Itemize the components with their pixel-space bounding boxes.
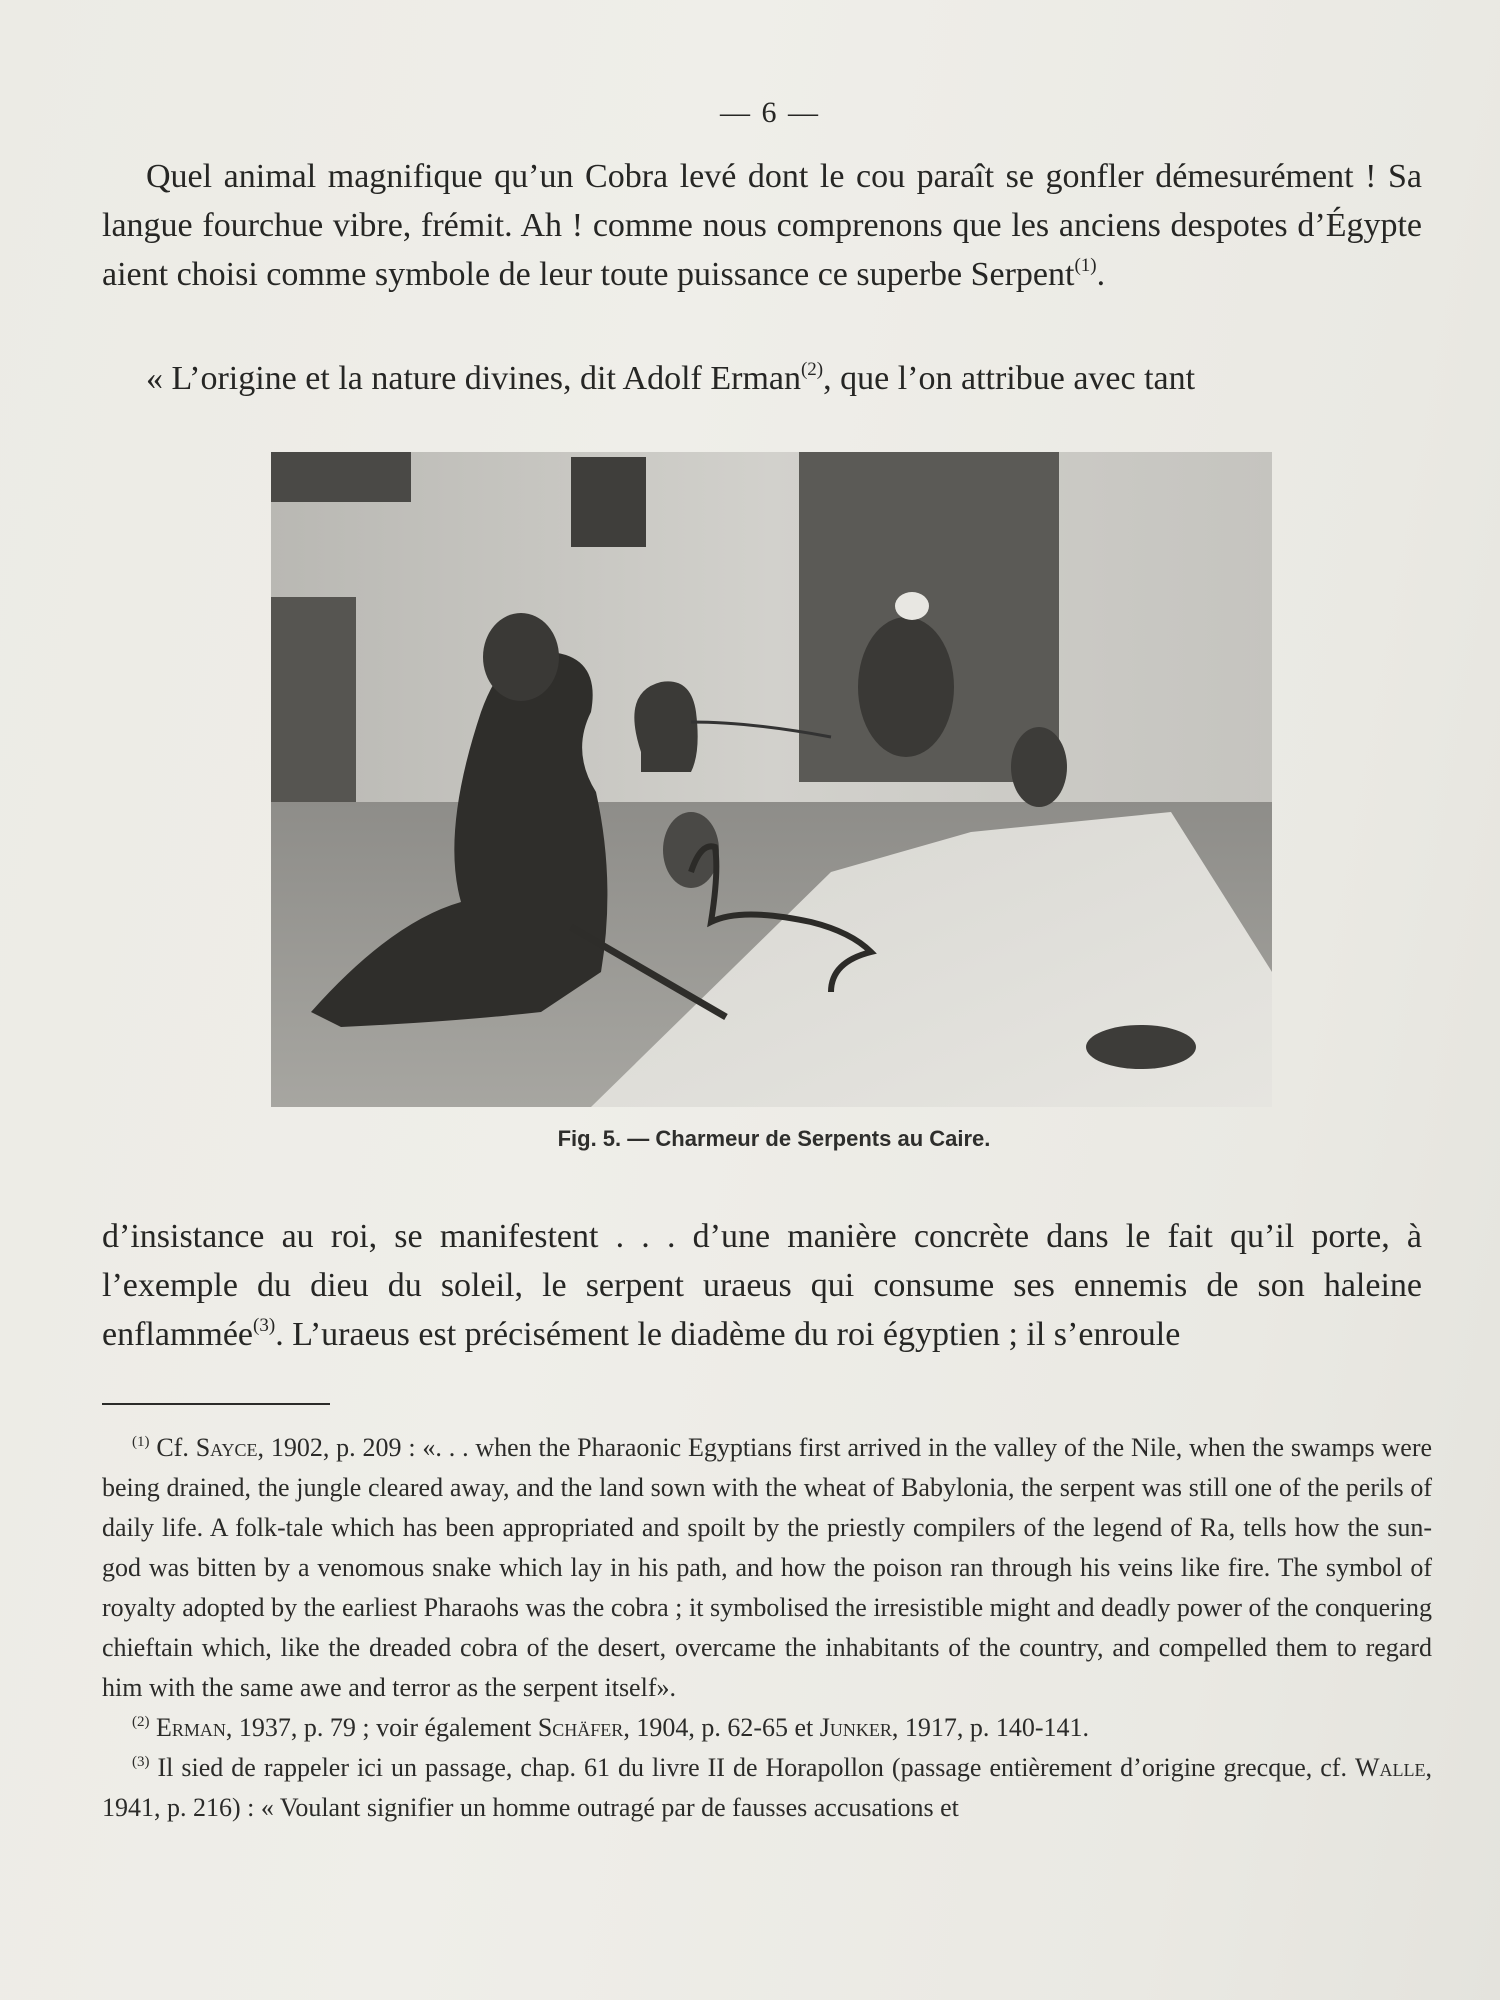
- figure-snake-charmer-photo: [271, 452, 1272, 1107]
- footnote-prefix: Cf.: [156, 1433, 189, 1462]
- footnote-marker: (3): [132, 1754, 150, 1770]
- wall-window-center: [571, 457, 646, 547]
- footnote-marker: (2): [132, 1714, 150, 1730]
- paragraph-uraeus: [102, 1212, 1422, 1359]
- paragraph-text: « L’origine et la nature divines, dit Adolf Erman: [146, 360, 801, 397]
- footnotes: [102, 1428, 1432, 1828]
- author-name: Erman: [156, 1713, 226, 1742]
- paragraph-text-cont: . L’uraeus est précisément le diadème du roi égyptien ; il s’enroule: [275, 1316, 1181, 1353]
- photo-illustration: [271, 452, 1272, 1107]
- basket-lid: [1086, 1025, 1196, 1069]
- footnote-ref-1[interactable]: (1): [1074, 255, 1097, 276]
- paragraph-end: .: [1096, 256, 1106, 293]
- citation: , 1937, p. 79 ; voir également: [225, 1713, 532, 1742]
- author-name: Sayce: [195, 1433, 258, 1462]
- footnote-marker: (1): [132, 1434, 150, 1450]
- paragraph-text: Quel animal magnifique qu’un Cobra levé dont le cou paraît se gonfler démesurément ! Sa langue fourchue vibre, frémit. Ah ! comme nous comprenons que les anciens despotes d’Égypte aient choisi comme symbole de leur toute puissance ce superbe Serpent: [102, 158, 1422, 293]
- footnote-text: Il sied de rappeler ici un passage, chap. 61 du livre II de Horapollon (passage entièrement d’origine grecque, cf.: [157, 1753, 1347, 1782]
- citation: , 1904, p. 62-65 et: [623, 1713, 814, 1742]
- citation: , 1902, p. 209 :: [257, 1433, 416, 1462]
- footnote-3: [102, 1748, 1432, 1828]
- paragraph-erman-quote: [102, 354, 1422, 403]
- charmer-head: [483, 613, 559, 701]
- monkey: [634, 681, 697, 772]
- drum: [663, 812, 719, 888]
- footnote-divider: [102, 1403, 330, 1405]
- paragraph-text: d’insistance au roi, se manifestent . . . d’une manière concrète dans le fait qu’il porte, à l’exemple du dieu du soleil, le serpent uraeus qui consume ses ennemis de son haleine enflammée: [102, 1218, 1422, 1353]
- footnote-text-cont: , 1941, p. 216) : « Voulant signifier un homme outragé par de fausses accusations et: [102, 1753, 1433, 1822]
- paragraph-text-cont: , que l’on attribue avec tant: [823, 360, 1196, 397]
- author-name: Junker: [819, 1713, 892, 1742]
- footnote-2: [102, 1708, 1432, 1748]
- author-name: Walle: [1354, 1753, 1426, 1782]
- figure-caption: Fig. 5. — Charmeur de Serpents au Caire.: [557, 1126, 991, 1151]
- author-name: Schäfer: [537, 1713, 624, 1742]
- wall-window-left: [271, 452, 411, 502]
- footnote-ref-3[interactable]: (3): [253, 1315, 276, 1336]
- citation: , 1917, p. 140-141.: [891, 1713, 1090, 1742]
- jar: [1011, 727, 1067, 807]
- white-cap: [895, 592, 929, 620]
- page-number: — 6 —: [720, 96, 820, 129]
- quote-text: «. . . when the Pharaonic Egyptians first arrived in the valley of the Nile, when the swamps were being drained, the jungle cleared away, and the land sown with the wheat of Babylonia, the serpent was still one of the perils of daily life. A folk-tale which has been appropriated and spoilt by the priestly compilers of the legend of Ra, tells how the sun-god was bitten by a venomous snake which lay in his path, and how the poison ran through his veins like fire. The symbol of royalty adopted by the earliest Pharaohs was the cobra ; it symbolised the irresistible might and deadly power of the conquering chieftain which, like the dreaded cobra of the desert, overcame the inhabitants of the country, and compelled them to regard him with the same awe and terror as the serpent itself».: [102, 1433, 1433, 1702]
- seated-figure-background: [858, 617, 954, 757]
- paragraph-cobra: [102, 152, 1422, 299]
- footnote-1: [102, 1428, 1432, 1708]
- footnote-ref-2[interactable]: (2): [800, 359, 824, 380]
